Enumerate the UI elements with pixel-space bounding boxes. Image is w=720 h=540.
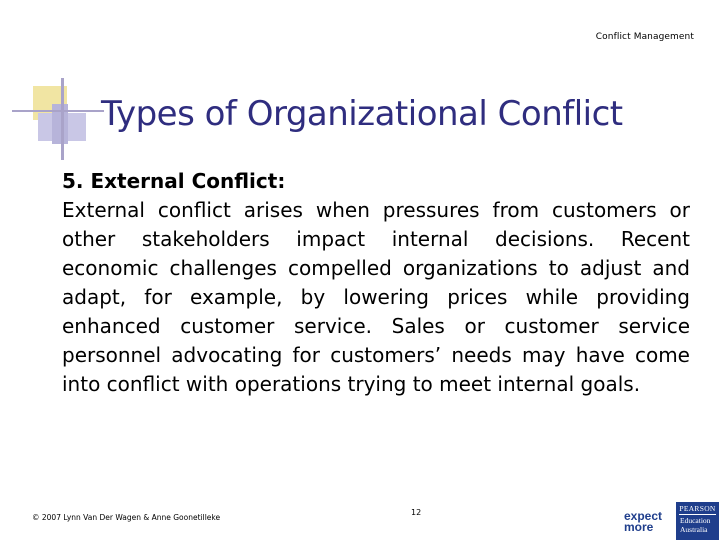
slide-content xyxy=(62,167,690,399)
expect-more-logo-line1: expect xyxy=(624,509,663,523)
pearson-logo-line2: Australia xyxy=(680,525,708,534)
expect-more-logo-line2: more xyxy=(624,520,654,534)
decorative-horizontal-line xyxy=(12,110,104,112)
copyright-text: © 2007 Lynn Van Der Wagen & Anne Goonetilleke xyxy=(32,513,221,522)
decorative-vertical-line xyxy=(61,78,64,160)
expect-more-logo xyxy=(624,511,662,533)
section-label: Conflict Management xyxy=(595,32,694,42)
pearson-logo-name: PEARSON xyxy=(679,504,716,513)
pearson-logo-subtitle xyxy=(680,516,710,534)
slide-title: Types of Organizational Conflict xyxy=(101,94,623,134)
page-number: 12 xyxy=(411,508,422,517)
pearson-logo-line1: Education xyxy=(680,516,711,525)
slide-subheading: 5. External Conflict: xyxy=(62,169,286,193)
slide-body-text: External conflict arises when pressures from customers or other stakeholders impact internal decisions. Recent economic challenges compelled organizations to adjust and adapt, for example, by lowering prices while providing enhanced customer service. Sales or customer service personnel advocating for customers’ needs may have come into conflict with operations trying to meet internal goals. xyxy=(62,198,690,396)
pearson-logo xyxy=(676,502,719,540)
pearson-logo-divider xyxy=(679,514,716,515)
